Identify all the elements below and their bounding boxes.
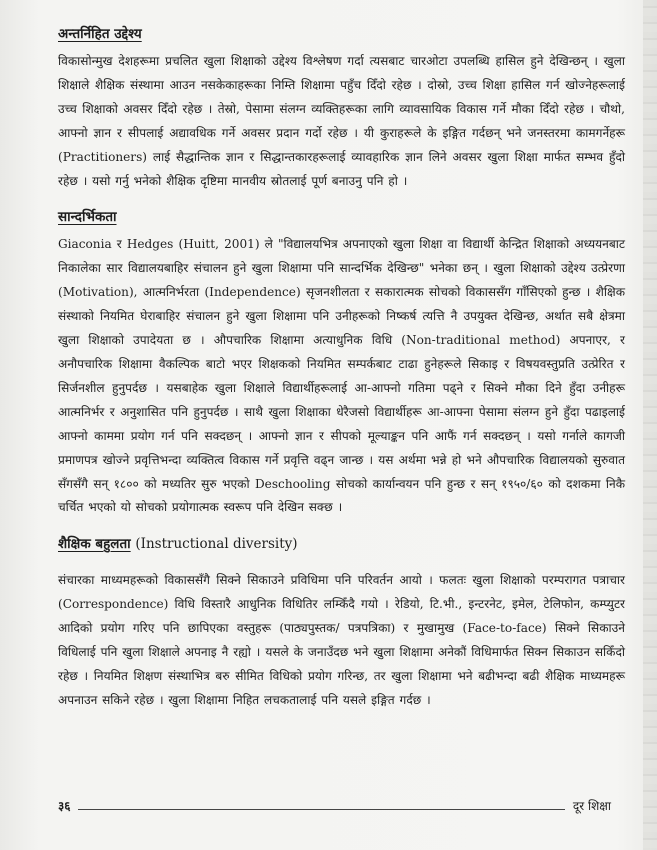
section-body-underlying-objectives: विकासोन्मुख देशहरूमा प्रचलित खुला शिक्षाको उद्देश्य विश्लेषण गर्दा त्यसबाट चारओटा उपलब्धि हासिल हुने देखिन्छन् । खुला शिक्षाले शैक्षिक संस्थामा आउन नसकेकाहरूका निम्ति शिक्षामा पहुँच दिँदो रहेछ । दोस्रो, उच्च शिक्षा हासिल गर्न खोज्नेहरूलाई उच्च शिक्षाको अवसर दिँदो रहेछ । तेस्रो, पेसामा संलग्न व्यक्तिहरूका लागि व्यावसायिक विकास गर्ने मौका दिँदो रहेछ । चौथो, आफ्नो ज्ञान र सीपलाई अद्यावधिक गर्ने अवसर प्रदान गर्दो रहेछ । यी कुराहरूले के इङ्गित गर्दछन् भने जनस्तरमा कामगर्नेहरू (Practitioners) लाई सैद्धान्तिक ज्ञान र सिद्धान्तकारहरूलाई व्यावहारिक ज्ञान लिने अवसर खुला शिक्षा मार्फत सम्भव हुँदो रहेछ । यसो गर्नु भनेको शैक्षिक दृष्टिमा मानवीय स्रोतलाई पूर्ण बनाउनु पनि हो । (58, 54, 625, 188)
section-heading-relevance: सान्दर्भिकता (58, 209, 117, 226)
running-title: दूर शिक्षा (572, 799, 611, 813)
section-heading-instructional-diversity (58, 534, 625, 554)
section-heading-instructional-diversity-nepali: शैक्षिक बहुलता (58, 536, 131, 553)
section-body-instructional-diversity: संचारका माध्यमहरूको विकाससँगै सिक्ने सिकाउने प्रविधिमा पनि परिवर्तन आयो । फलतः खुला शिक्षाको परम्परागत पत्राचार (Correspondence) विधि विस्तारै आधुनिक विधितिर लम्किँदै गयो । रेडियो, टि.भी., इन्टरनेट, इमेल, टेलिफोन, कम्प्युटर आदिको प्रयोग गरिए पनि छापिएका वस्तुहरू (पाठ्यपुस्तक/ पत्रपत्रिका) र मुखामुख (Face-to-face) सिक्ने सिकाउने विधिलाई पनि खुला शिक्षाले अपनाइ नै रह्यो । यसले के जनाउँदछ भने खुला शिक्षामा अनेकौं विधिमार्फत सिक्न सिकाउन सकिँदो रहेछ । नियमित शिक्षण संस्थाभित्र बरु सीमित विधिको प्रयोग गरिन्छ, तर खुला शिक्षामा भने बढीभन्दा बढी शैक्षिक माध्यमहरू अपनाउन सकिने रहेछ । खुला शिक्षामा निहित लचकतालाई पनि यसले इङ्गित गर्दछ । (58, 573, 625, 707)
section-body-relevance: Giaconia र Hedges (Huitt, 2001) ले "विद्यालयभित्र अपनाएको खुला शिक्षा वा विद्यार्थी केन्द्रित शिक्षाको अध्ययनबाट निकालेका सार विद्यालयबाहिर संचालन हुने खुला शिक्षामा पनि सान्दर्भिक देखिन्छ" भनेका छन् । खुला शिक्षाको उद्देश्य उत्प्रेरणा (Motivation), आत्मनिर्भरता (Independence) सृजनशीलता र सकारात्मक सोचको विकाससँग गाँसिएको हुन्छ । शैक्षिक संस्थाको नियमित घेराबाहिर संचालन हुने खुला शिक्षामा पनि उनीहरूको निष्कर्ष त्यत्ति नै उपयुक्त देखिन्छ, अर्थात सबै क्षेत्रमा खुला शिक्षाको उपादेयता छ । औपचारिक शिक्षामा अत्याधुनिक विधि (Non-traditional method) अपनाएर, र अनौपचारिक शिक्षामा वैकल्पिक बाटो भएर शिक्षकको नियमित सम्पर्कबाट टाढा हुनेहरूले सिकाइ र विषयवस्तुप्रति उत्प्रेरित र सिर्जनशील हुनुपर्दछ । यसबाहेक खुला शिक्षाले विद्यार्थीहरूलाई आ-आफ्नो गतिमा पढ्ने र सिक्ने मौका दिने हुँदा उनीहरू आत्मनिर्भर र अनुशासित पनि हुनुपर्दछ । साथै खुला शिक्षाका धेरैजसो विद्यार्थीहरू आ-आफ्ना पेसामा संलग्न हुने हुँदा पढाइलाई आफ्नो काममा प्रयोग गर्न पनि सक्दछन् । आफ्नो ज्ञान र सीपको मूल्याङ्कन पनि आफैं गर्न सक्दछन् । यसो गर्नाले कागजी प्रमाणपत्र खोज्ने प्रवृत्तिभन्दा व्यक्तित्व विकास गर्ने प्रवृत्ति वढ्न जान्छ । यस अर्थमा भन्ने हो भने औपचारिक विद्यालयको सुरुवात सँगसँगै सन् १८०० को मध्यतिर सुरु भएको Deschooling सोचको कार्यान्वयन पनि हुन्छ र सन् १९५०/६० को दशकमा निकै चर्चित भएको यो सोचको प्रयोगात्मक स्वरूप पनि देखिन सक्छ । (58, 237, 625, 515)
page-number: ३६ (58, 799, 71, 813)
section-heading-instructional-diversity-english: (Instructional diversity) (135, 536, 298, 553)
section-heading-underlying-objectives: अन्तर्निहित उद्देश्य (58, 26, 142, 42)
footer-rule (78, 809, 564, 810)
page-footer (58, 797, 611, 814)
book-spine-shadow (643, 0, 657, 850)
